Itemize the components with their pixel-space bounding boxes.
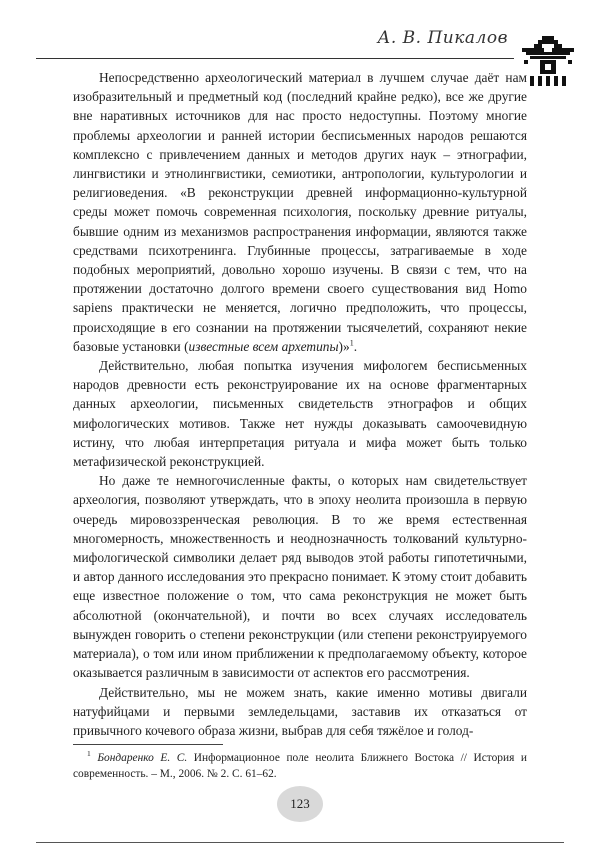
bottom-rule	[36, 842, 564, 843]
stylized-bird-icon	[520, 34, 576, 90]
paragraph-2: Действительно, любая попытка изучения мифологем бесписьменных народов древности есть реконструирование их на основе фрагментарных данных археологии, письменных свидетельств этнографов и общих мифологических мотивов. Также нет нужды доказывать самоочевидную истину, что любая интерпретация ритуала и мифа может быть только метафизической реконструкцией.	[73, 358, 527, 470]
header-author: А. В. Пикалов	[377, 28, 508, 48]
body-text	[73, 68, 527, 740]
page-number: 123	[290, 796, 310, 811]
footnote-author: Бондаренко Е. С.	[97, 752, 188, 764]
footnote	[73, 750, 527, 782]
footnote-number: 1	[87, 749, 91, 759]
header-rule	[36, 58, 514, 59]
page-number-badge	[277, 786, 323, 822]
paragraph-1: Непосредственно археологический материал в лучшем случае даёт нам изобразительный и предметный код (последний крайне редко), все же другие вне наративных источников для нас просто недоступны. Поэтому многие проблемы археологии и ранней истории бесписьменных народов решаются комплексно с привлечением данных и методов других наук – этнографии, лингвистики и этнолингвистики, семиотики, антропологии, культурологии и религиоведения. «В реконструкции древней информационно-культурной среды может помочь современная психология, поскольку древние ритуалы, бывшие одним из механизмов распространения информации, являются также средствами психотренинга. Глубинные процессы, затрагиваемые в ходе подобных мероприятий, довольно хорошо изучены. В связи с тем, что на протяжении достаточно долгого времени своего существования вид Homo sapiens практически не меняется, логично предположить, что процессы, происходящие в его сознании на протяжении тысячелетий, сохраняют некие базовые установки (известные всем архетипы)»$^1$.	[73, 70, 527, 354]
footnote-rule	[73, 744, 223, 745]
paragraph-3: Но даже те немногочисленные факты, о которых нам свидетельствует археология, позволяют утверждать, что в эпоху неолита произошла в первую очередь мировоззренческая революция. В то же время естественная многомерность, множественность и неоднозначность толкований культурно-мифологической символики делает ряд выводов этой работы гипотетичными, и автор данного исследования это прекрасно понимает. К этому стоит добавить еще известное положение о том, что сама реконструкция не может быть абсолютной (окончательной), и почти во всех случаях исследователь вынужден говорить о степени реконструкции (или степени реконструируемого материала), о том или ином приближении к предполагаемому объекту, которое оказывается различным в зависимости от аспектов его рассмотрения.	[73, 473, 527, 681]
emphasis-archetypes: известные всем архетипы	[188, 338, 339, 354]
footnote-ref[interactable]: 1	[349, 338, 354, 348]
paragraph-4: Действительно, мы не можем знать, какие именно мотивы двигали натуфийцами и первыми земледельцами, заставив их отказаться от привычного кочевого образа жизни, выбрав для себя тяжёлое и голод-	[73, 684, 527, 738]
footnote-text: Информационное поле неолита Ближнего Востока // История и современность. – М., 2006. № 2. С. 61–62.	[73, 752, 527, 780]
